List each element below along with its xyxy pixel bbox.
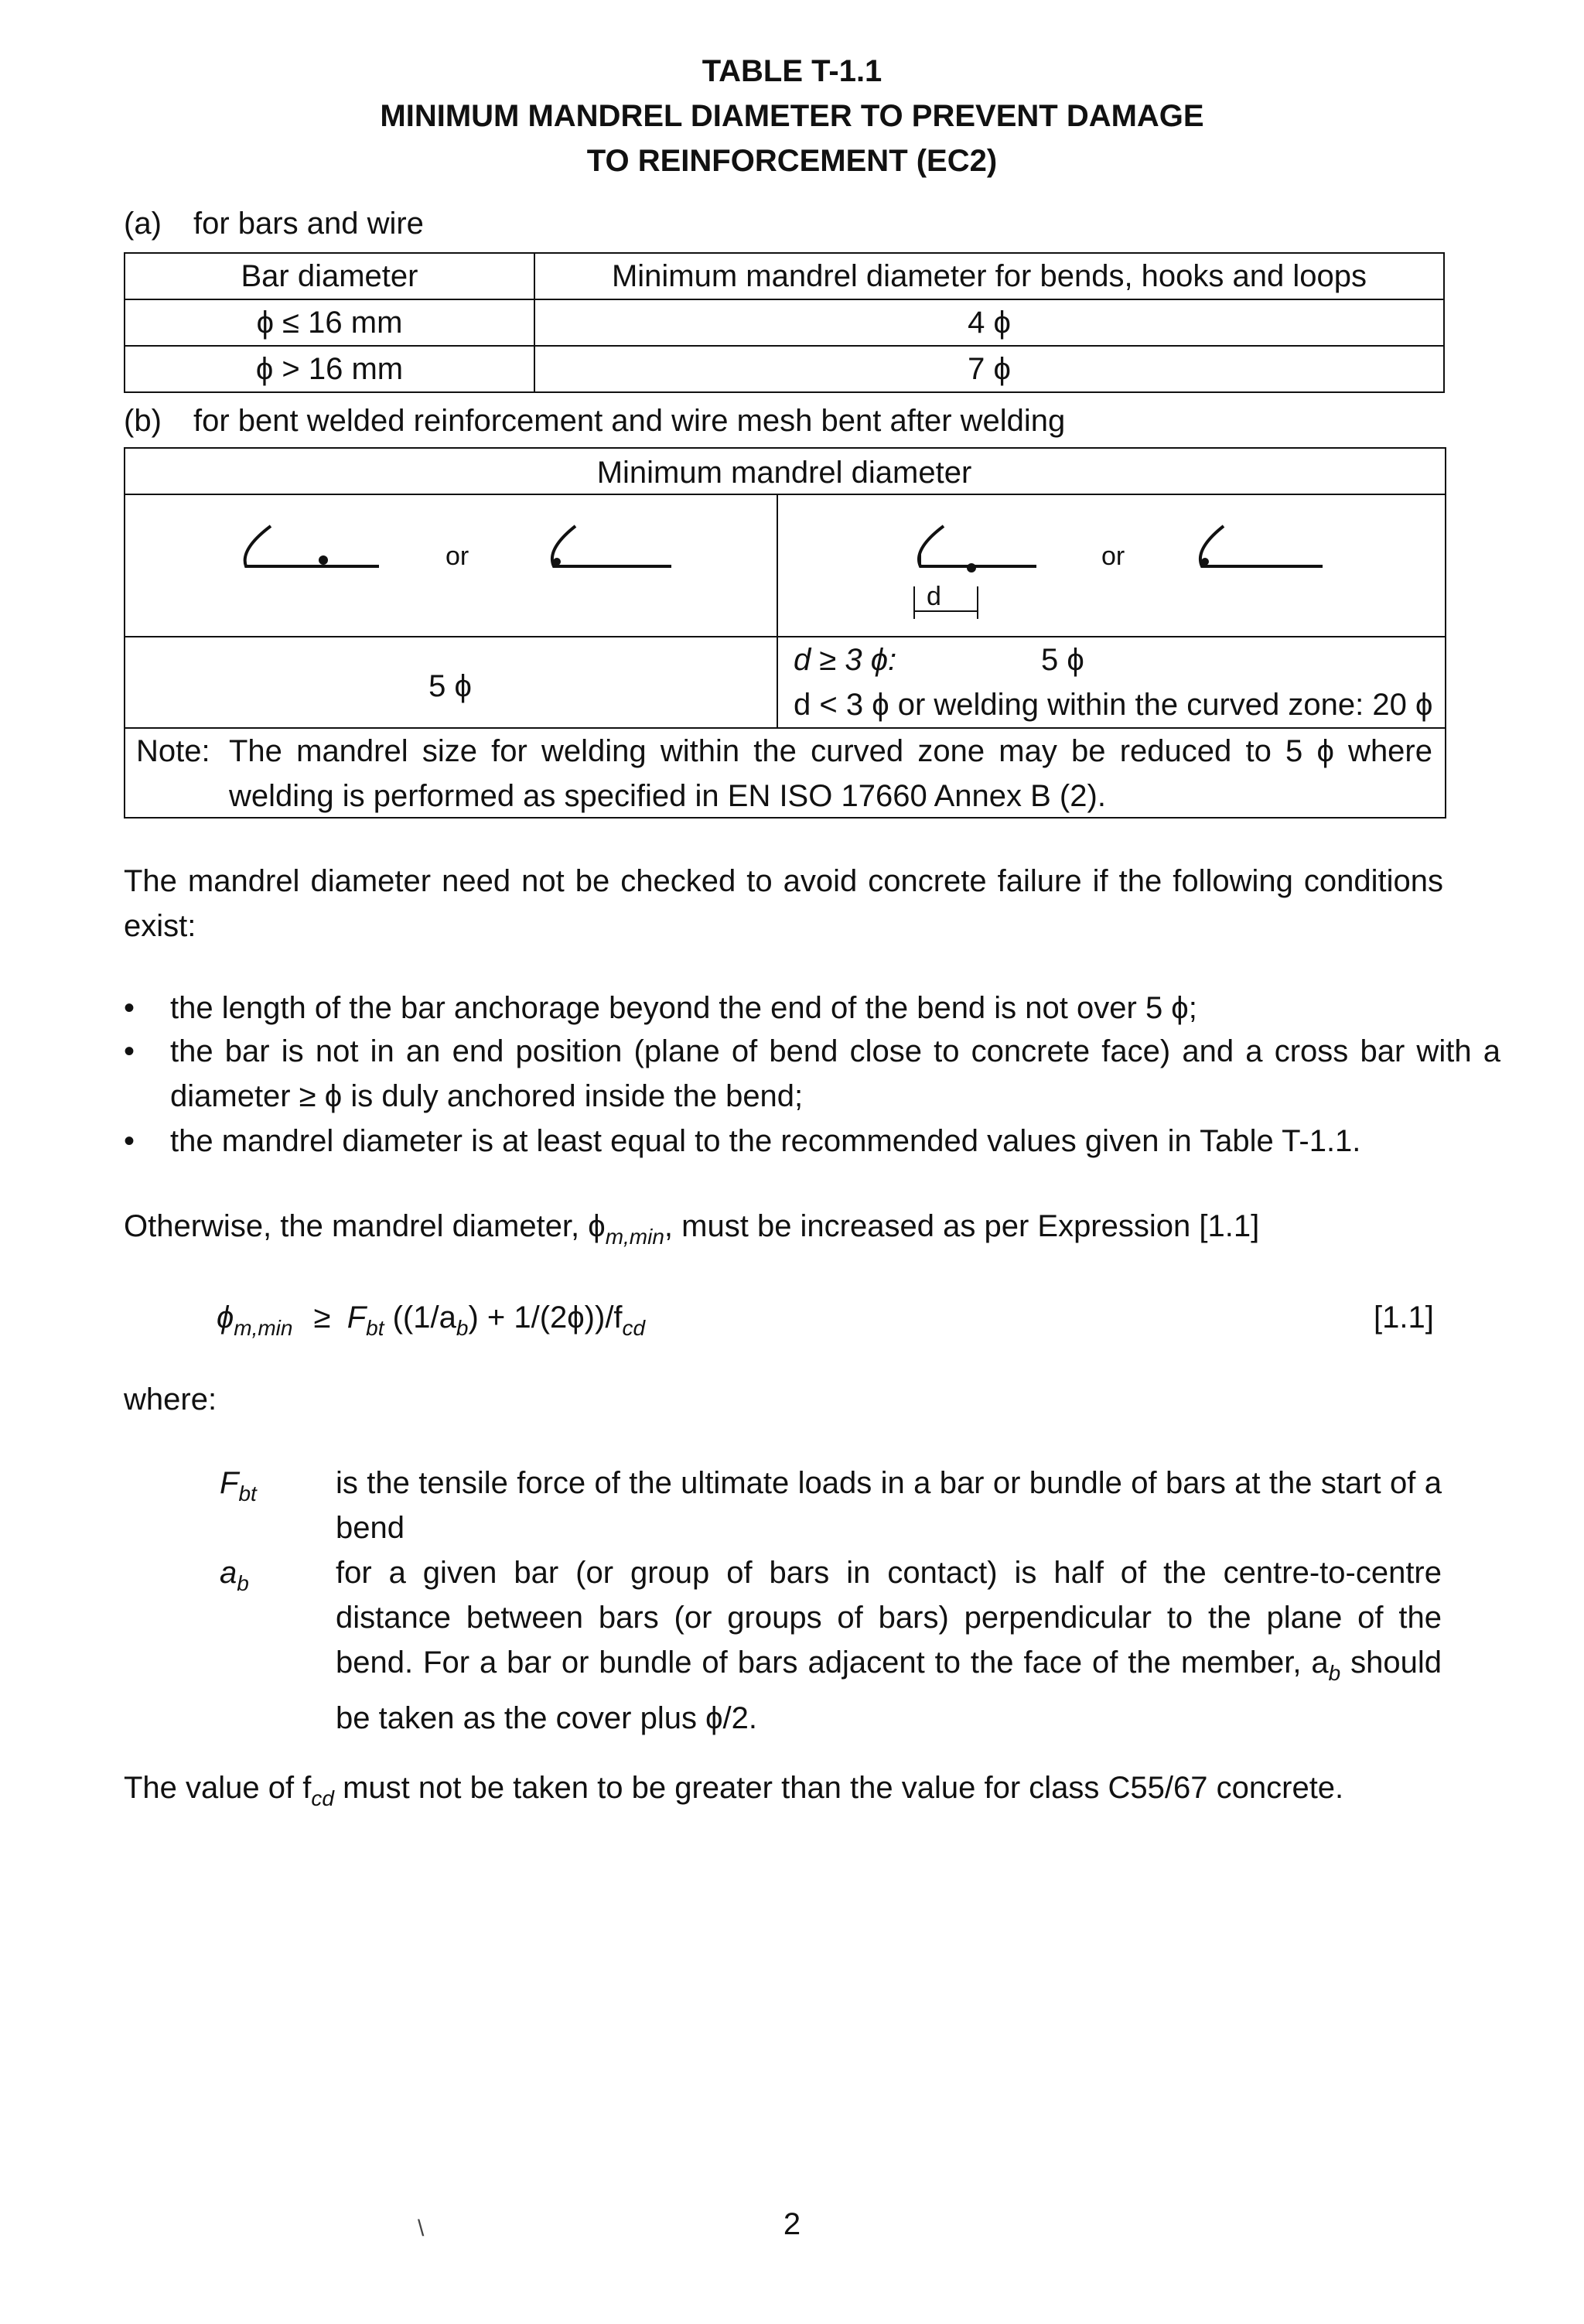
definition-ab	[220, 1550, 1457, 1735]
paragraph-conditions: The mandrel diameter need not be checked to avoid concrete failure if the following conditions exist:	[124, 864, 1443, 943]
expr-fcd-sub: cd	[622, 1316, 646, 1340]
header-bar-diameter: Bar diameter	[125, 253, 534, 299]
definition-text-tail: should be taken as the cover plus ϕ/2.	[336, 1646, 1442, 1735]
table-b-rule	[124, 636, 1445, 637]
definition-text-main: for a given bar (or group of bars in contact) is half of the centre-to-centre distance between bars (or groups of bars) perpendicular to the plane of the bend. For a bar or bundle of bars adjacent to the face of the member, a	[336, 1556, 1442, 1680]
note-text: The mandrel size for welding within the curved zone may be reduced to 5 ϕ where welding is performed as specified in EN ISO 17660 Annex B (2).	[229, 734, 1432, 813]
d-dimension-label: d	[927, 582, 941, 611]
section-b-label: (b)	[124, 404, 162, 438]
symbol-sub: b	[237, 1571, 249, 1595]
bend-sketch-2	[552, 526, 671, 566]
or-right: or	[1101, 542, 1125, 571]
page-number: 2	[783, 2207, 801, 2241]
expr-f: F	[346, 1300, 367, 1335]
section-a-caption: for bars and wire	[193, 207, 424, 241]
definition-fbt	[220, 1461, 1457, 1550]
bend-sketch-4	[1200, 526, 1323, 566]
otherwise-text-after: , must be increased as per Expression [1.1]	[664, 1209, 1260, 1243]
list-item	[124, 1119, 1500, 1164]
expr-ge: ≥	[313, 1300, 331, 1335]
expr-mid1: ((1/a	[392, 1300, 456, 1335]
or-left: or	[446, 542, 469, 571]
expr-lhs: ϕ	[217, 1300, 234, 1335]
bullet-icon: •	[124, 1034, 135, 1068]
section-b-caption: for bent welded reinforcement and wire mesh bent after welding	[193, 404, 1066, 438]
definition-text: is the tensile force of the ultimate loads in a bar or bundle of bars at the start of a bend	[336, 1466, 1442, 1545]
bend-sketch-1	[245, 526, 379, 566]
right-val-1: 5 ϕ	[1041, 643, 1084, 677]
header-min-mandrel: Minimum mandrel diameter	[596, 456, 972, 490]
bar-diameter-cell: ϕ > 16 mm	[125, 346, 534, 392]
bullet-text: the length of the bar anchorage beyond the end of the bend is not over 5 ϕ;	[170, 991, 1197, 1025]
right-line-2: d < 3 ϕ or welding within the curved zone: 20 ϕ	[794, 688, 1433, 722]
table-row	[125, 346, 1444, 392]
table-title-line1: TABLE T-1.1	[702, 54, 882, 88]
list-item	[124, 1029, 1500, 1119]
expr-mid2: ) + 1/(2ϕ))/f	[468, 1300, 623, 1335]
symbol-sub: bt	[238, 1482, 257, 1505]
symbol-letter: F	[220, 1466, 239, 1500]
bar-diameter-cell: ϕ ≤ 16 mm	[125, 299, 534, 346]
list-item	[124, 986, 1500, 1030]
mandrel-cell: 7 ϕ	[534, 346, 1444, 392]
final-text-before: The value of f	[124, 1771, 312, 1805]
otherwise-text-before: Otherwise, the mandrel diameter, ϕ	[124, 1209, 606, 1243]
left-value: 5 ϕ	[428, 669, 472, 703]
table-title-line2: MINIMUM MANDREL DIAMETER TO PREVENT DAMAGE	[380, 99, 1204, 133]
final-sentence	[124, 1765, 1343, 1821]
bullet-icon: •	[124, 991, 135, 1025]
definition-symbol	[220, 1550, 249, 1606]
otherwise-sentence	[124, 1204, 1259, 1259]
otherwise-subscript: m,min	[605, 1225, 664, 1249]
expr-f-sub: bt	[366, 1316, 384, 1340]
definition-text-sub: b	[1328, 1661, 1341, 1685]
symbol-letter: a	[220, 1556, 237, 1590]
header-mandrel-bends: Minimum mandrel diameter for bends, hooks and loops	[534, 253, 1444, 299]
bullet-text: the bar is not in an end position (plane of bend close to concrete face) and a cross bar with a diameter ≥ ϕ is duly anchored inside the bend;	[170, 1034, 1500, 1113]
expr-lhs-sub: m,min	[234, 1316, 293, 1340]
table-title-line3: TO REINFORCEMENT (EC2)	[586, 144, 998, 178]
right-cond-1: d ≥ 3 ϕ:	[794, 643, 897, 677]
bullet-text: the mandrel diameter is at least equal to the recommended values given in Table T-1.1.	[170, 1124, 1361, 1158]
bullet-icon: •	[124, 1124, 135, 1158]
table-a-header	[125, 253, 1444, 299]
bend-sketches	[124, 495, 1445, 636]
definition-symbol	[220, 1461, 257, 1516]
table-row	[125, 299, 1444, 346]
section-a-label: (a)	[124, 207, 162, 241]
where-label: where:	[124, 1382, 217, 1417]
final-subscript: cd	[311, 1786, 334, 1810]
table-a	[124, 252, 1445, 393]
definition-text	[336, 1550, 1442, 1741]
note-label: Note:	[136, 734, 210, 768]
expression-number: [1.1]	[1374, 1300, 1434, 1335]
expression-1-1	[217, 1295, 645, 1351]
stray-mark: \	[418, 2216, 425, 2241]
expr-a-sub: b	[456, 1316, 469, 1340]
mandrel-cell: 4 ϕ	[534, 299, 1444, 346]
final-text-after: must not be taken to be greater than the value for class C55/67 concrete.	[333, 1771, 1344, 1805]
